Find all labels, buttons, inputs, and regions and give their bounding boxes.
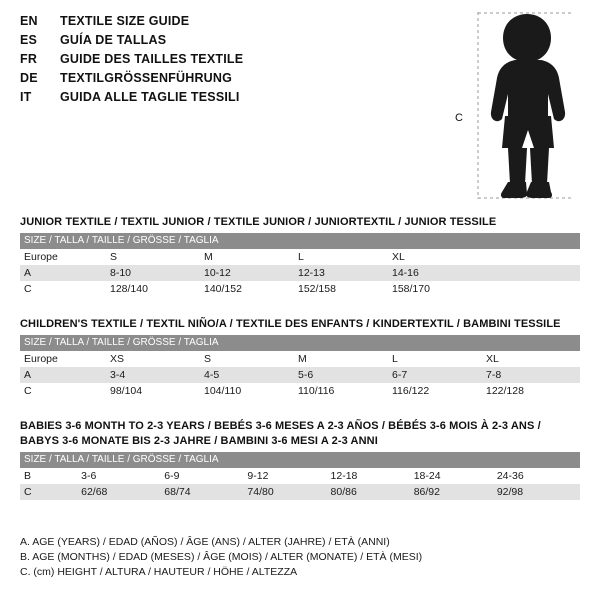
table-row: [20, 249, 580, 265]
table-row: [20, 265, 580, 281]
cell: 7-8: [486, 367, 580, 383]
cell: 5-6: [298, 367, 392, 383]
table-row: [20, 335, 580, 351]
language-code-es: ES: [20, 33, 38, 47]
table-row: [20, 233, 580, 249]
language-text-de: TEXTILGRÖSSENFÜHRUNG: [60, 71, 233, 85]
table-header-junior: SIZE / TALLA / TAILLE / GRÖSSE / TAGLIA: [20, 233, 580, 249]
table-header-babies: SIZE / TALLA / TAILLE / GRÖSSE / TAGLIA: [20, 452, 580, 468]
cell: 86/92: [414, 484, 497, 500]
section-title-children: CHILDREN'S TEXTILE / TEXTIL NIÑO/A / TEXTILE DES ENFANTS / KINDERTEXTIL / BAMBINI TESSILE: [20, 318, 561, 330]
cell: [486, 249, 580, 265]
measure-label-c: C: [455, 112, 463, 124]
cell: 12-18: [331, 468, 414, 484]
cell: 3-4: [110, 367, 204, 383]
cell: S: [110, 249, 204, 265]
table-row: [20, 452, 580, 468]
language-row-de: [20, 71, 440, 90]
language-row-en: [20, 14, 440, 33]
legend-line-a: A. AGE (YEARS) / EDAD (AÑOS) / ÂGE (ANS) / ALTER (JAHRE) / ETÀ (ANNI): [20, 536, 390, 548]
cell: S: [204, 351, 298, 367]
cell: 18-24: [414, 468, 497, 484]
cell: 116/122: [392, 383, 486, 399]
language-code-de: DE: [20, 71, 38, 85]
legend-line-c: C. (cm) HEIGHT / ALTURA / HAUTEUR / HÖHE / ALTEZZA: [20, 566, 298, 578]
legend: [20, 535, 580, 580]
cell: L: [298, 249, 392, 265]
row-label: Europe: [20, 351, 110, 367]
table-babies: [20, 452, 580, 500]
cell: XS: [110, 351, 204, 367]
language-text-fr: GUIDE DES TAILLES TEXTILE: [60, 52, 244, 66]
language-text-es: GUÍA DE TALLAS: [60, 33, 167, 47]
section-junior: [20, 215, 580, 297]
cell: 104/110: [204, 383, 298, 399]
table-row: [20, 383, 580, 399]
language-header: [20, 14, 440, 109]
cell: [486, 281, 580, 297]
language-text-it: GUIDA ALLE TAGLIE TESSILI: [60, 90, 240, 104]
cell: [486, 265, 580, 281]
table-junior: [20, 233, 580, 297]
cell: 158/170: [392, 281, 486, 297]
cell: 128/140: [110, 281, 204, 297]
section-title-babies-line1: BABIES 3-6 MONTH TO 2-3 YEARS / BEBÉS 3-6 MESES A 2-3 AÑOS / BÉBÉS 3-6 MOIS À 2-3 ANS /: [20, 420, 541, 432]
row-label: A: [20, 265, 110, 281]
cell: M: [298, 351, 392, 367]
cell: 12-13: [298, 265, 392, 281]
cell: 14-16: [392, 265, 486, 281]
cell: L: [392, 351, 486, 367]
cell: 68/74: [164, 484, 247, 500]
table-row: [20, 367, 580, 383]
section-title-babies-line2: BABYS 3-6 MONATE BIS 2-3 JAHRE / BAMBINI 3-6 MESI A 2-3 ANNI: [20, 435, 378, 447]
language-row-fr: [20, 52, 440, 71]
row-label: C: [20, 281, 110, 297]
cell: 9-12: [247, 468, 330, 484]
language-row-es: [20, 33, 440, 52]
cell: 24-36: [497, 468, 580, 484]
legend-line-b: B. AGE (MONTHS) / EDAD (MESES) / ÂGE (MOIS) / ALTER (MONATE) / ETÀ (MESI): [20, 551, 423, 563]
row-label: Europe: [20, 249, 110, 265]
cell: 4-5: [204, 367, 298, 383]
language-row-it: [20, 90, 440, 109]
cell: 80/86: [331, 484, 414, 500]
section-children: [20, 317, 580, 399]
row-label: A: [20, 367, 110, 383]
cell: 98/104: [110, 383, 204, 399]
cell: 152/158: [298, 281, 392, 297]
cell: 6-9: [164, 468, 247, 484]
section-babies: [20, 419, 580, 500]
language-code-fr: FR: [20, 52, 38, 66]
cell: 92/98: [497, 484, 580, 500]
table-row: [20, 468, 580, 484]
cell: 62/68: [81, 484, 164, 500]
baby-silhouette-icon: [455, 8, 590, 203]
row-label: C: [20, 383, 110, 399]
table-children: [20, 335, 580, 399]
section-title-junior: JUNIOR TEXTILE / TEXTIL JUNIOR / TEXTILE JUNIOR / JUNIORTEXTIL / JUNIOR TESSILE: [20, 216, 497, 228]
cell: 6-7: [392, 367, 486, 383]
row-label: C: [20, 484, 81, 500]
language-text-en: TEXTILE SIZE GUIDE: [60, 14, 190, 28]
table-row: [20, 484, 580, 500]
language-code-en: EN: [20, 14, 38, 28]
cell: 74/80: [247, 484, 330, 500]
cell: 122/128: [486, 383, 580, 399]
cell: 140/152: [204, 281, 298, 297]
cell: XL: [486, 351, 580, 367]
cell: 8-10: [110, 265, 204, 281]
table-row: [20, 281, 580, 297]
language-code-it: IT: [20, 90, 32, 104]
figure-illustration: [455, 8, 590, 203]
table-header-children: SIZE / TALLA / TAILLE / GRÖSSE / TAGLIA: [20, 335, 580, 351]
row-label: B: [20, 468, 81, 484]
table-row: [20, 351, 580, 367]
cell: 3-6: [81, 468, 164, 484]
cell: 10-12: [204, 265, 298, 281]
cell: 110/116: [298, 383, 392, 399]
cell: XL: [392, 249, 486, 265]
cell: M: [204, 249, 298, 265]
